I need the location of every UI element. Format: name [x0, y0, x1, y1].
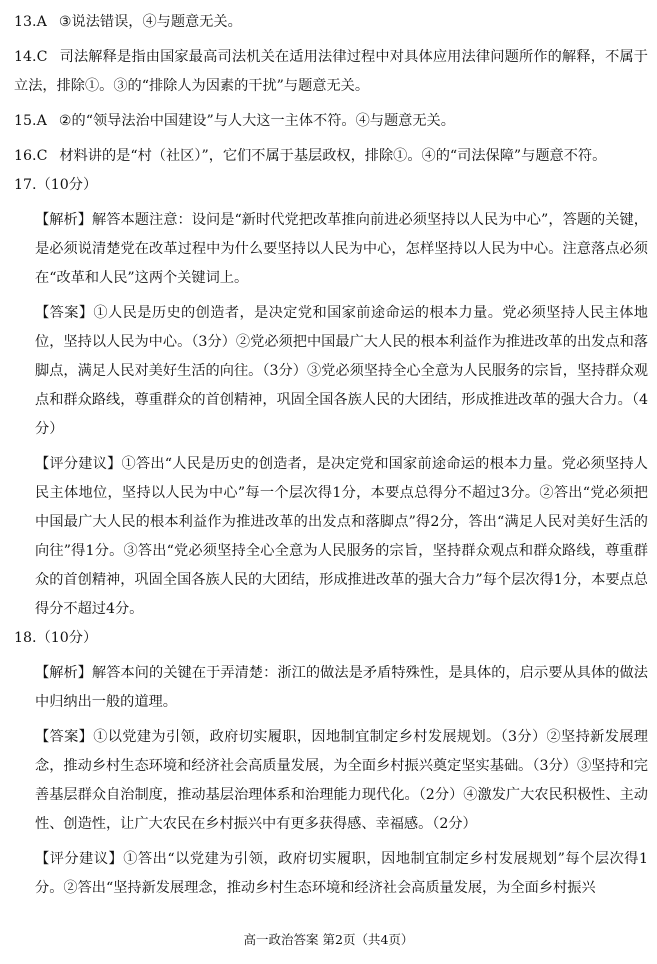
answer-item-14	[14, 43, 648, 101]
question-17-answer: 【答案】①人民是历史的创造者，是决定党和国家前途命运的根本力量。党必须坚持人民主体地位，坚持以人民为中心。（3分）②党必须把中国最广大人民的根本利益作为推进改革的出发点和落脚点，满足人民对美好生活的向往。（3分）③党必须坚持全心全意为人民服务的宗旨，坚持群众观点和群众路线，尊重群众的首创精神，巩固全国各族人民的大团结，形成推进改革的强大合力。（4分）	[35, 305, 648, 437]
item-number: 16.C	[14, 148, 48, 164]
question-18-analysis: 【解析】解答本问的关键在于弄清楚：浙江的做法是矛盾特殊性，是具体的，启示要从具体的做法中归纳出一般的道理。	[35, 665, 648, 710]
question-18-heading: 18.（10分）	[14, 630, 98, 646]
item-explanation: ③说法错误，④与题意无关。	[58, 14, 242, 30]
question-17-analysis: 【解析】解答本题注意：设问是“新时代党把改革推向前进必须坚持以人民为中心”，答题的关键，是必须说清楚党在改革过程中为什么要坚持以人民为中心，怎样坚持以人民为中心。注意落点必须在“改革和人民”这两个关键词上。	[35, 212, 648, 286]
answer-item-13	[14, 8, 648, 37]
item-explanation: 材料讲的是“村（社区）”，它们不属于基层政权，排除①。④的“司法保障”与题意不符。	[59, 148, 607, 164]
item-explanation: 司法解释是指由国家最高司法机关在适用法律过程中对具体应用法律问题所作的解释，不属于立法，排除①。③的“排除人为因素的干扰”与题意无关。	[14, 49, 648, 94]
question-18-scoring: 【评分建议】①答出“以党建为引领，政府切实履职，因地制宜制定乡村发展规划”每个层次得1分。②答出“坚持新发展理念，推动乡村生态环境和经济社会高质量发展，为全面乡村振兴	[35, 851, 648, 896]
answer-item-16	[14, 142, 648, 171]
page-footer: 高一政治答案 第2页（共4页）	[243, 932, 414, 947]
question-18-answer: 【答案】①以党建为引领，政府切实履职，因地制宜制定乡村发展规划。（3分）②坚持新发展理念，推动乡村生态环境和经济社会高质量发展，为全面乡村振兴奠定坚实基础。（3分）③坚持和完善基层群众自治制度，推动基层治理体系和治理能力现代化。（2分）④激发广大农民积极性、主动性、创造性，让广大农民在乡村振兴中有更多获得感、幸福感。（2分）	[35, 729, 648, 832]
question-17-heading: 17.（10分）	[14, 177, 98, 193]
question-17-scoring: 【评分建议】①答出“人民是历史的创造者，是决定党和国家前途命运的根本力量。党必须坚持人民主体地位，坚持以人民为中心”每一个层次得1分，本要点总得分不超过3分。②答出“党必须把中国最广大人民的根本利益作为推进改革的出发点和落脚点”得2分，答出“满足人民对美好生活的向往”得1分。③答出“党必须坚持全心全意为人民服务的宗旨，坚持群众观点和群众路线，尊重群众的首创精神，巩固全国各族人民的大团结，形成推进改革的强大合力”每个层次得1分，本要点总得分不超过4分。	[35, 456, 648, 617]
item-number: 14.C	[14, 49, 48, 65]
page-content	[14, 8, 648, 903]
item-number: 13.A	[14, 14, 47, 30]
item-number: 15.A	[14, 113, 47, 129]
item-explanation: ②的“领导法治中国建设”与人大这一主体不符。④与题意无关。	[58, 113, 455, 129]
answer-item-15	[14, 107, 648, 136]
